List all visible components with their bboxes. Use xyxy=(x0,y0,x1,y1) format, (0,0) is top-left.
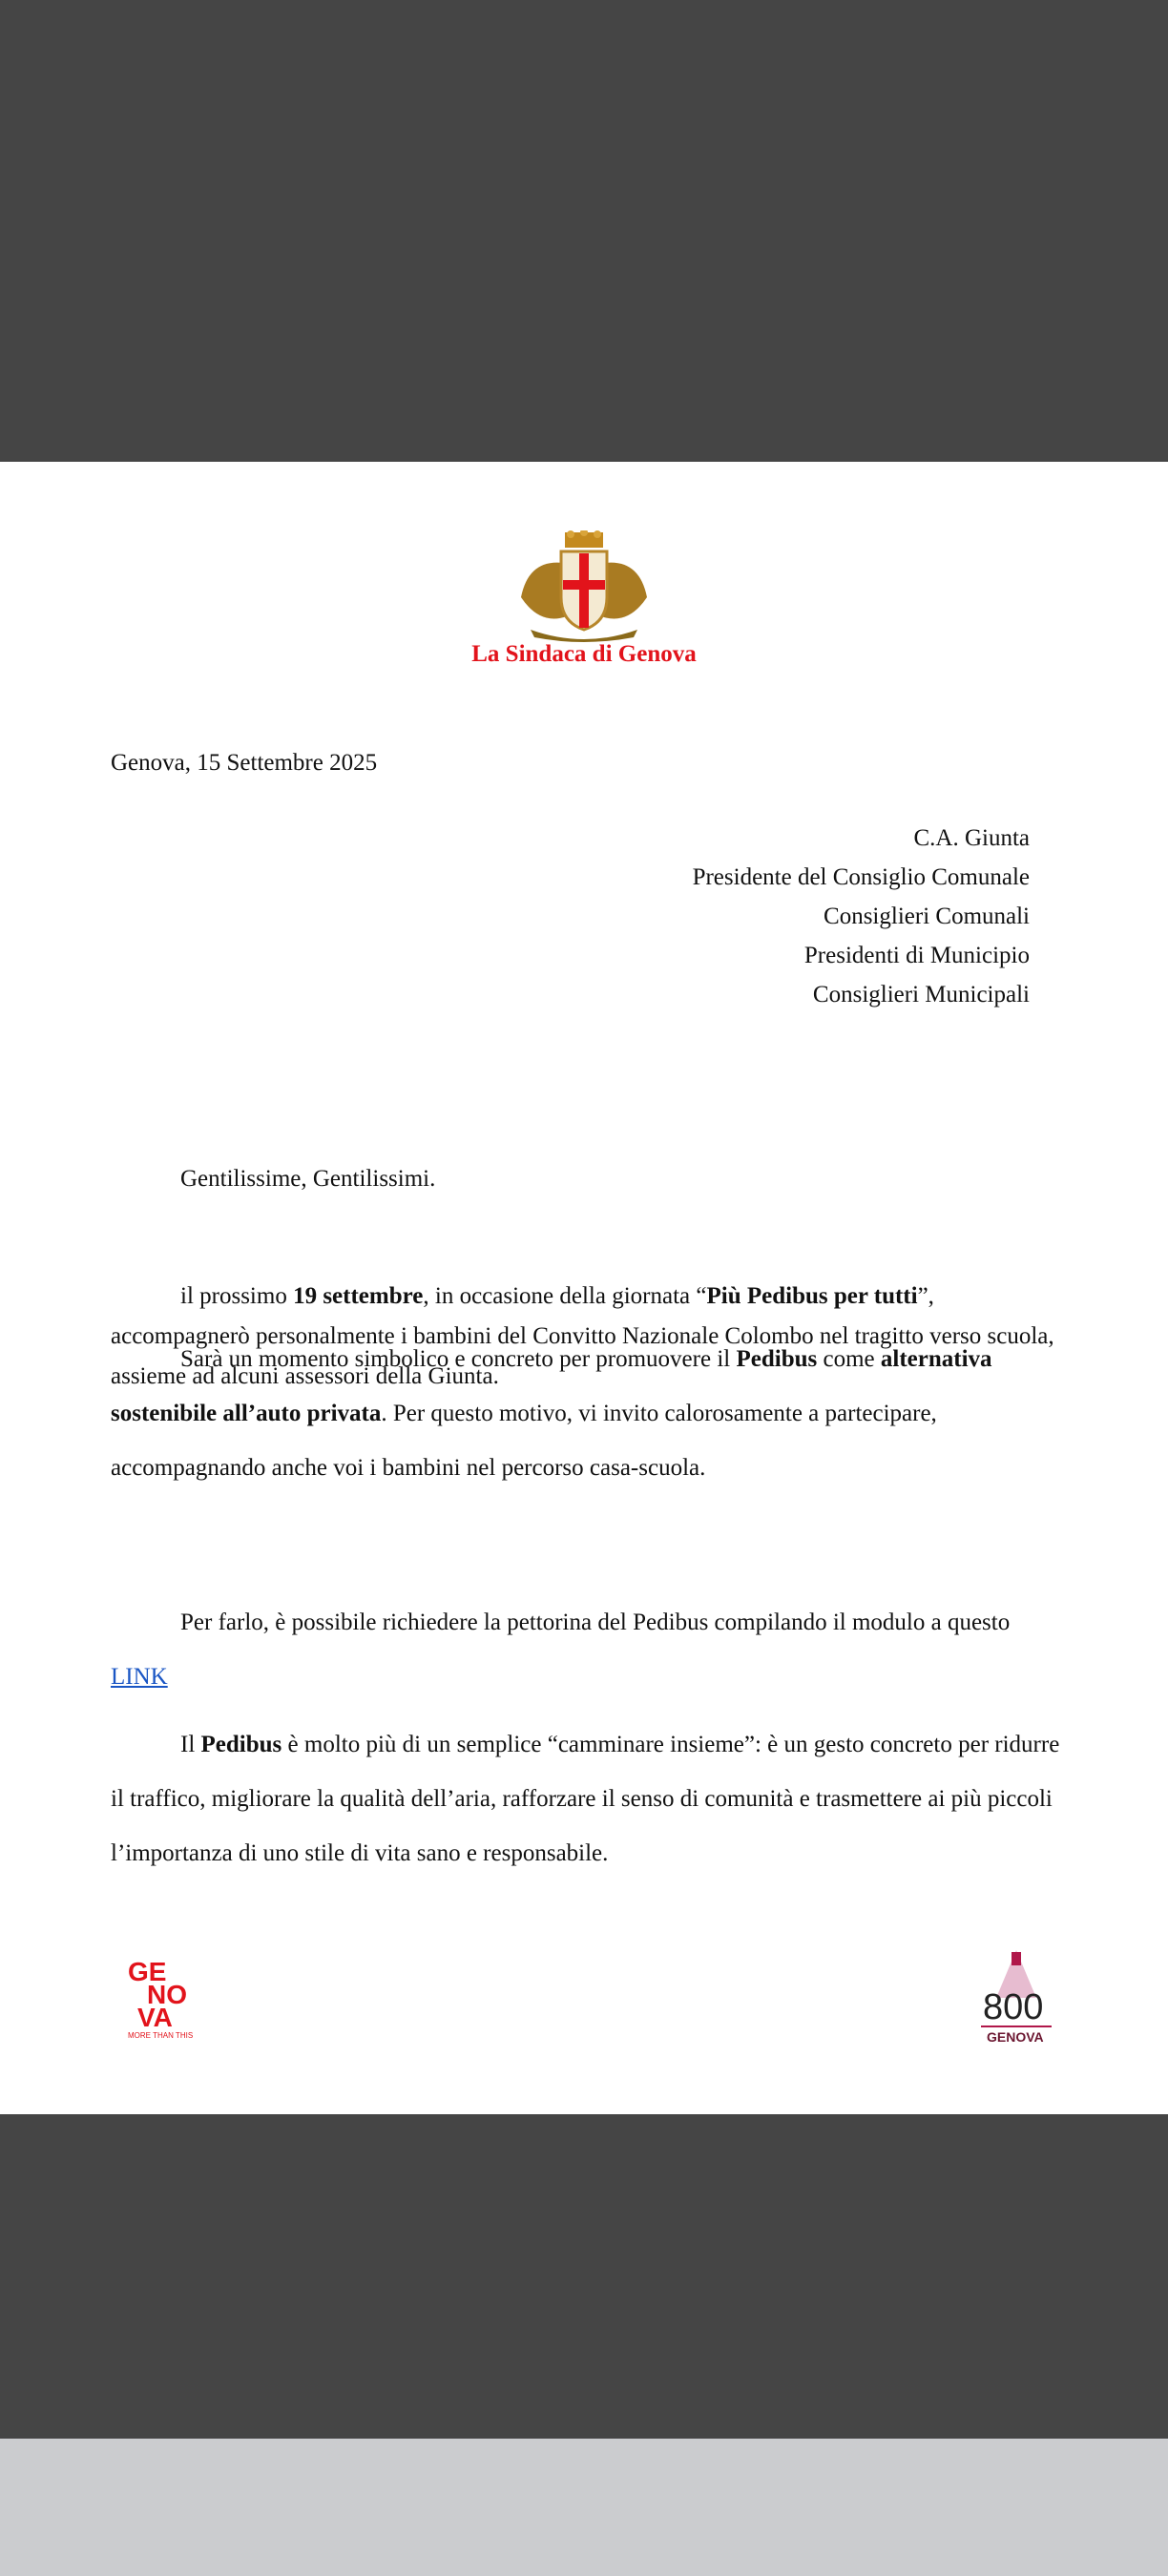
text-run: , in occasione della giornata “ xyxy=(423,1283,707,1309)
text-run: . Per questo motivo, vi invito calorosamente a partecipare, accompagnando anche voi i bambini nel percorso casa-scuola. xyxy=(111,1401,937,1481)
letter-page xyxy=(0,462,1168,2114)
svg-text:MORE THAN THIS: MORE THAN THIS xyxy=(128,2031,194,2040)
bold-date: 19 settembre xyxy=(293,1283,424,1309)
viewer-top-band xyxy=(0,0,1168,462)
text-run: è molto più di un semplice “camminare insieme”: è un gesto concreto per ridurre il traffico, migliorare la qualità dell’aria, rafforzare il senso di comunità e trasmettere ai più piccoli l’importanza di uno stile di vita sano e responsabile. xyxy=(111,1732,1060,1866)
form-link[interactable]: LINK xyxy=(111,1664,168,1690)
text-run: Sarà un momento simbolico e concreto per promuovere il xyxy=(180,1346,737,1372)
bold-alternative: alternativa sostenibile all’auto privata xyxy=(111,1346,992,1426)
svg-text:GENOVA: GENOVA xyxy=(987,2029,1044,2045)
text-run: come xyxy=(817,1346,881,1372)
genova-800-logo-icon xyxy=(977,1944,1055,2046)
bold-event-name: Più Pedibus per tutti xyxy=(706,1283,918,1309)
paragraph-benefits xyxy=(111,1717,1065,1880)
genova-coat-of-arms-icon xyxy=(511,530,657,643)
recipient-line: Presidente del Consiglio Comunale xyxy=(692,864,1030,890)
recipient-line: Consiglieri Comunali xyxy=(824,904,1030,929)
svg-text:VA: VA xyxy=(137,2003,173,2032)
text-run: Il xyxy=(180,1732,201,1757)
recipient-line: Presidenti di Municipio xyxy=(803,943,1030,968)
svg-text:NO: NO xyxy=(147,1980,187,2009)
office-title: La Sindaca di Genova xyxy=(471,641,697,667)
viewer-footer-strip xyxy=(0,2439,1168,2576)
paragraph-purpose xyxy=(111,1332,1065,1495)
text-run: ”, accompagnerò personalmente i bambini del Convitto Nazionale Colombo nel tragitto verso scuola, assieme ad alcuni assessori della Giunta. xyxy=(111,1283,1054,1389)
svg-text:800: 800 xyxy=(983,1987,1044,2027)
viewer-bottom-band xyxy=(0,2114,1168,2439)
genova-city-logo-icon xyxy=(124,1952,204,2040)
paragraph-request xyxy=(111,1595,1065,1704)
bold-pedibus: Pedibus xyxy=(736,1346,818,1372)
text-run: Per farlo, è possibile richiedere la pettorina del Pedibus compilando il modulo a questo xyxy=(180,1610,1011,1635)
bold-pedibus: Pedibus xyxy=(200,1732,282,1757)
recipients-block xyxy=(693,819,1030,1014)
svg-text:GE: GE xyxy=(128,1957,167,1986)
letter-greeting: Gentilissime, Gentilissimi. xyxy=(180,1166,436,1192)
recipient-line: Consiglieri Municipali xyxy=(812,982,1030,1008)
text-run: il prossimo xyxy=(180,1283,294,1309)
letter-date: Genova, 15 Settembre 2025 xyxy=(111,750,378,776)
recipient-line: C.A. Giunta xyxy=(913,825,1030,851)
